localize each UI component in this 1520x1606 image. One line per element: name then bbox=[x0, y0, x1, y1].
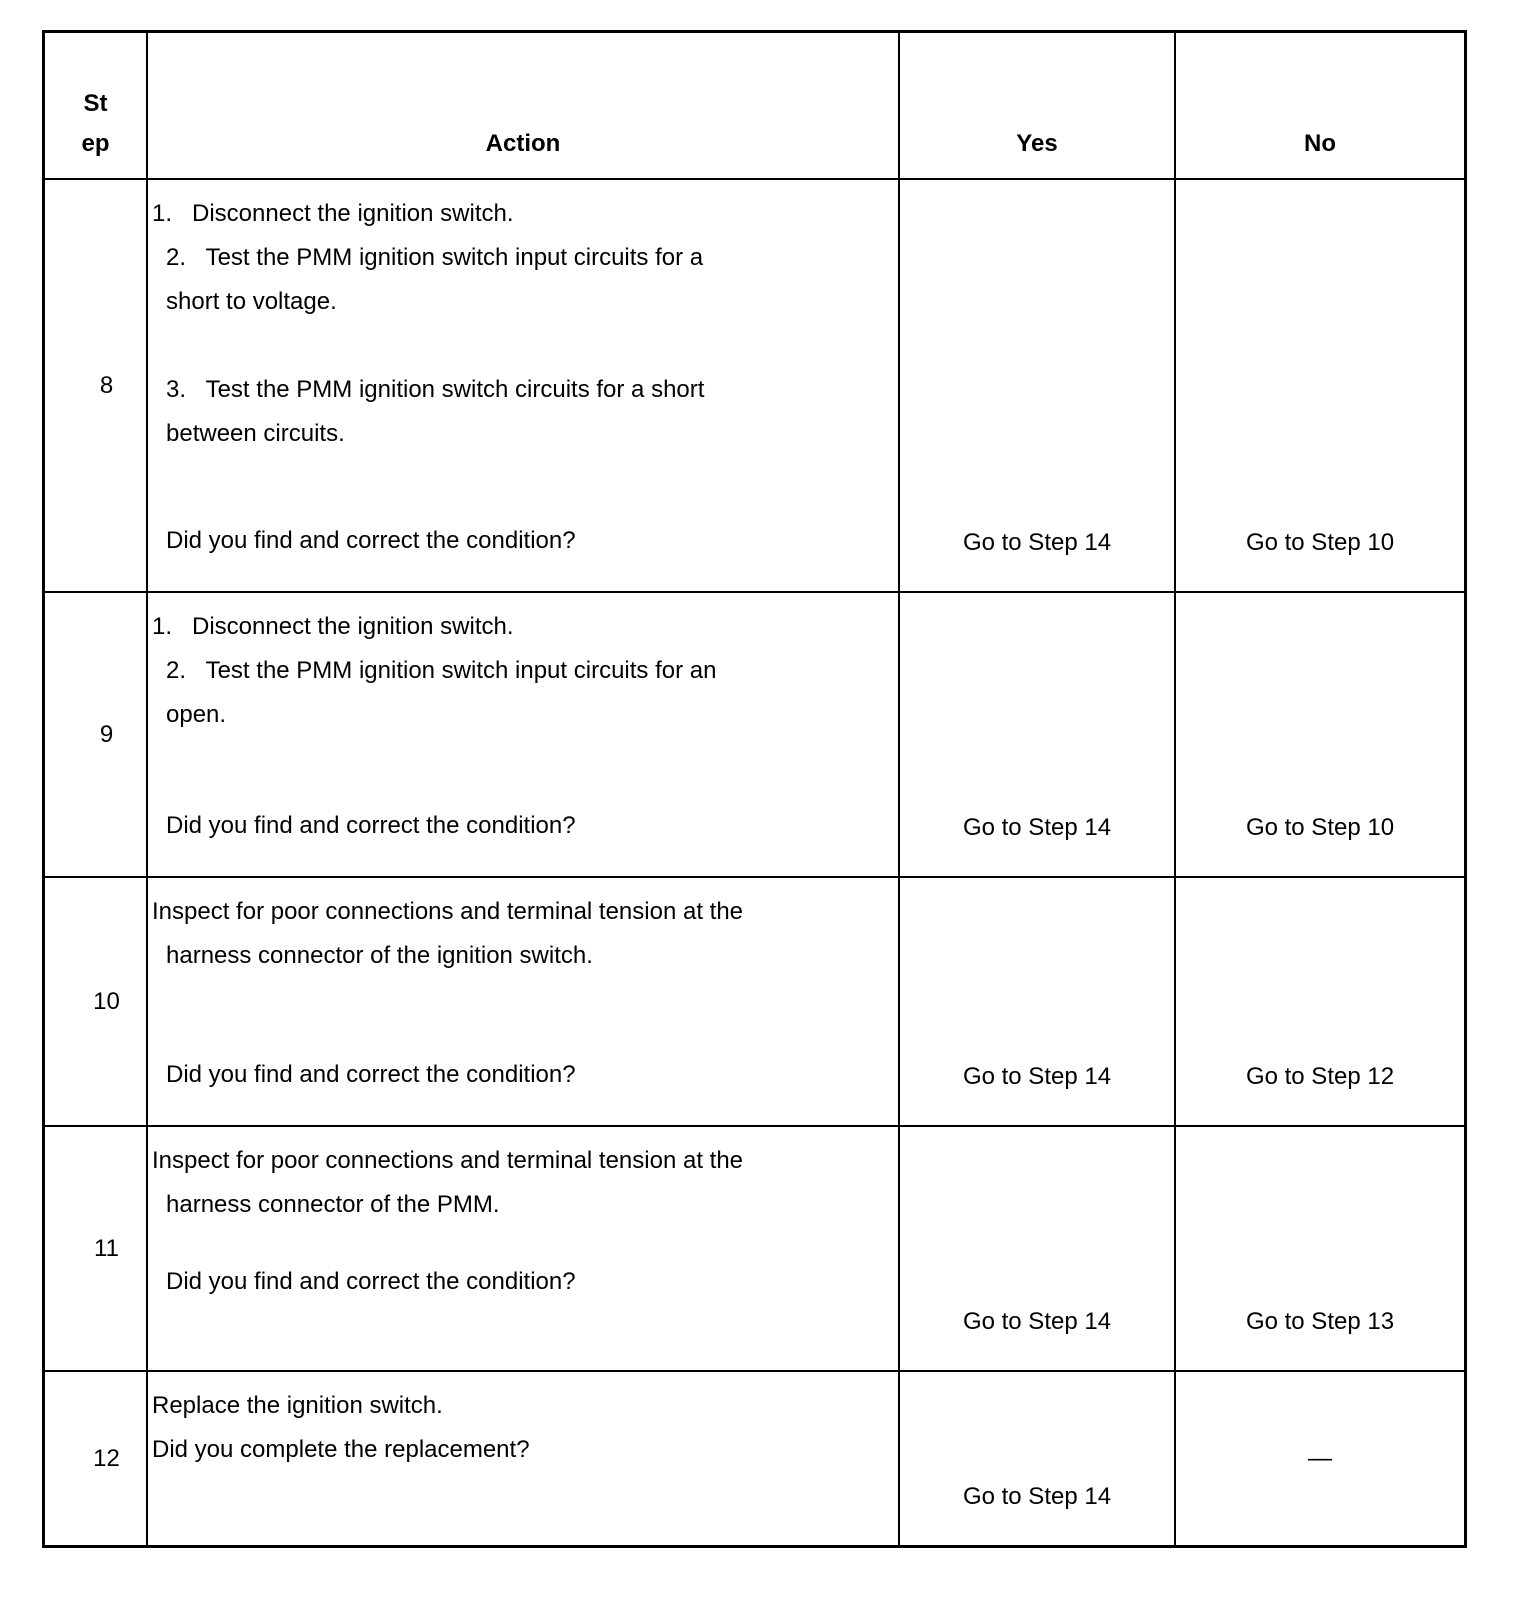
action-line: open. bbox=[166, 701, 227, 728]
question-line: Did you find and correct the condition? bbox=[166, 527, 576, 554]
action-cell bbox=[146, 1372, 898, 1545]
question-line: Did you find and correct the condition? bbox=[166, 812, 576, 839]
action-cell bbox=[146, 1127, 898, 1370]
action-line: short to voltage. bbox=[166, 288, 337, 315]
diagnostic-steps-table bbox=[42, 30, 1467, 1548]
no-instruction: Go to Step 13 bbox=[1245, 1308, 1395, 1335]
yes-instruction: Go to Step 14 bbox=[962, 1308, 1112, 1335]
table-row-step-8 bbox=[45, 178, 1464, 591]
table-row-step-12 bbox=[45, 1370, 1464, 1545]
action-cell bbox=[146, 593, 898, 876]
action-line: Inspect for poor connections and terminal tension at the bbox=[152, 1147, 744, 1174]
action-line: 1. Disconnect the ignition switch. bbox=[152, 613, 514, 640]
header-no: No bbox=[1174, 33, 1464, 178]
action-cell bbox=[146, 180, 898, 591]
action-line: Replace the ignition switch. bbox=[152, 1392, 443, 1419]
yes-cell bbox=[898, 593, 1174, 876]
step-number: 9 bbox=[99, 720, 114, 748]
yes-instruction: Go to Step 14 bbox=[962, 1063, 1112, 1090]
question-line: Did you find and correct the condition? bbox=[166, 1268, 576, 1295]
step-number: 11 bbox=[94, 1234, 119, 1262]
action-line: harness connector of the ignition switch. bbox=[166, 942, 593, 969]
no-instruction: Go to Step 12 bbox=[1245, 1063, 1395, 1090]
question-line: Did you find and correct the condition? bbox=[166, 1061, 576, 1088]
yes-instruction: Go to Step 14 bbox=[962, 529, 1112, 556]
yes-cell bbox=[898, 180, 1174, 591]
no-cell bbox=[1174, 1127, 1464, 1370]
no-cell bbox=[1174, 593, 1464, 876]
step-number: 12 bbox=[93, 1444, 120, 1472]
no-instruction: Go to Step 10 bbox=[1245, 529, 1395, 556]
header-yes: Yes bbox=[898, 33, 1174, 178]
header-action: Action bbox=[146, 33, 898, 178]
action-line: 3. Test the PMM ignition switch circuits for a short bbox=[166, 376, 705, 403]
table-row-step-9 bbox=[45, 591, 1464, 876]
action-line: 2. Test the PMM ignition switch input circuits for an bbox=[166, 657, 717, 684]
yes-cell bbox=[898, 1127, 1174, 1370]
no-dash: — bbox=[1308, 1444, 1332, 1472]
header-step bbox=[45, 33, 146, 178]
no-cell bbox=[1174, 878, 1464, 1125]
action-line: between circuits. bbox=[166, 420, 345, 447]
table-row-step-11 bbox=[45, 1125, 1464, 1370]
step-number: 8 bbox=[99, 371, 114, 399]
yes-instruction: Go to Step 14 bbox=[962, 814, 1112, 841]
no-instruction: Go to Step 10 bbox=[1245, 814, 1395, 841]
table-header-row bbox=[45, 33, 1464, 178]
yes-cell bbox=[898, 878, 1174, 1125]
header-step-line1: St bbox=[83, 90, 108, 117]
action-line: Did you complete the replacement? bbox=[152, 1436, 530, 1463]
no-cell bbox=[1174, 180, 1464, 591]
header-step-line2: ep bbox=[81, 130, 110, 157]
yes-cell bbox=[898, 1372, 1174, 1545]
no-cell bbox=[1174, 1372, 1464, 1545]
action-cell bbox=[146, 878, 898, 1125]
table-row-step-10 bbox=[45, 876, 1464, 1125]
action-line: 2. Test the PMM ignition switch input circuits for a bbox=[166, 244, 704, 271]
action-line: Inspect for poor connections and terminal tension at the bbox=[152, 898, 744, 925]
action-line: harness connector of the PMM. bbox=[166, 1191, 500, 1218]
yes-instruction: Go to Step 14 bbox=[962, 1483, 1112, 1510]
step-number: 10 bbox=[93, 987, 120, 1015]
action-line: 1. Disconnect the ignition switch. bbox=[152, 200, 514, 227]
